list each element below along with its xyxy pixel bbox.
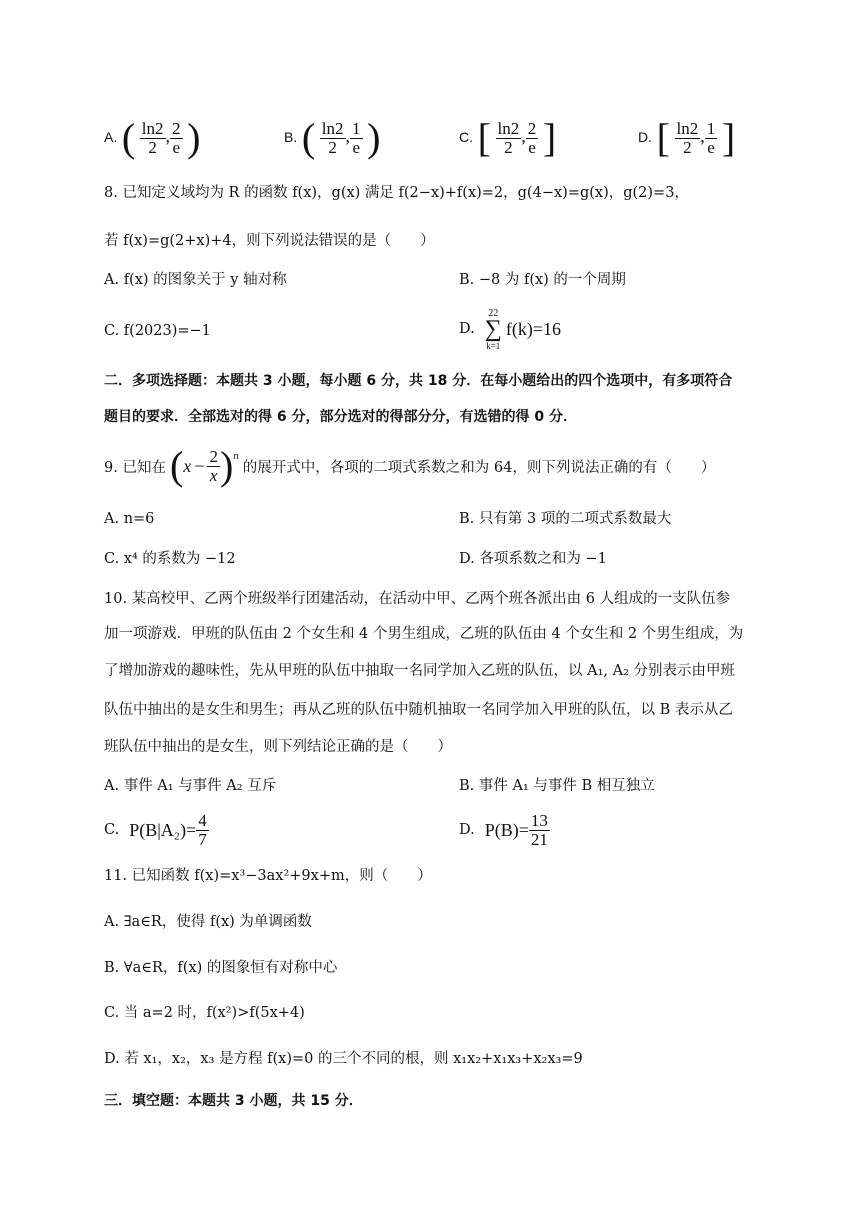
q8-option-c: C. f(2023)=−1 bbox=[104, 323, 211, 339]
open-bracket: ( bbox=[301, 115, 316, 160]
fraction bbox=[196, 812, 209, 849]
numerator: 2 bbox=[209, 446, 218, 466]
open-bracket: [ bbox=[656, 115, 670, 160]
q10-line-3: 了增加游戏的趣味性，先从甲班的队伍中抽取一名同学加入乙班的队伍，以 A₁, A₂ 分别表示由甲班 bbox=[104, 663, 736, 679]
q11-option-d: D. 若 x₁，x₂，x₃ 是方程 f(x)=0 的三个不同的根，则 x₁x₂+x₁x₃+x₂x₃=9 bbox=[104, 1051, 583, 1067]
numerator: ln2 bbox=[141, 118, 164, 138]
denominator: 2 bbox=[148, 137, 157, 157]
section-2-heading-line-1: 二．多项选择题：本题共 3 小题，每小题 6 分，共 18 分．在每小题给出的四个选项中，有多项符合 bbox=[104, 373, 733, 389]
denominator: e bbox=[352, 137, 361, 157]
q10-option-d bbox=[459, 812, 550, 849]
q9-option-d: D. 各项系数之和为 −1 bbox=[459, 551, 607, 567]
fraction bbox=[675, 120, 701, 157]
q8-line-1: 8. 已知定义域均为 R 的函数 f(x)，g(x) 满足 f(2−x)+f(x)=2，g(4−x)=g(x)，g(2)=3， bbox=[104, 185, 689, 201]
open-paren: ( bbox=[169, 443, 184, 488]
close-bracket: ] bbox=[721, 115, 736, 160]
comma: , bbox=[165, 126, 171, 146]
numerator: 1 bbox=[706, 118, 716, 138]
q10-line-4: 队伍中抽出的是女生和男生；再从乙班的队伍中随机抽取一名同学加入甲班的队伍，以 B 表示从乙 bbox=[104, 702, 733, 718]
numerator: 13 bbox=[530, 811, 548, 830]
denominator: 2 bbox=[328, 137, 337, 157]
q8-line-2: 若 f(x)=g(2+x)+4，则下列说法错误的是（ ） bbox=[104, 233, 435, 249]
q7-option-d bbox=[638, 115, 736, 160]
numerator: 4 bbox=[198, 811, 207, 830]
variable-x: x bbox=[183, 455, 192, 476]
denominator: e bbox=[172, 137, 181, 157]
fraction bbox=[140, 120, 166, 157]
q10-line-1: 10. 某高校甲、乙两个班级举行团建活动，在活动中甲、乙两个班各派出由 6 人组成的一支队伍参 bbox=[104, 591, 731, 607]
denominator: 2 bbox=[683, 137, 692, 157]
q11-option-a: A. ∃a∈R，使得 f(x) 为单调函数 bbox=[104, 914, 312, 930]
denominator: e bbox=[528, 137, 536, 157]
option-label: C. bbox=[104, 822, 120, 839]
comma: , bbox=[521, 126, 526, 146]
option-label: C. bbox=[459, 129, 473, 145]
section-2-heading-line-2: 题目的要求．全部选对的得 6 分，部分选对的得部分分，有选错的得 0 分． bbox=[104, 409, 577, 425]
fraction bbox=[705, 120, 718, 157]
denominator: 21 bbox=[530, 829, 548, 849]
denominator: 2 bbox=[504, 137, 513, 157]
exponent-n: n bbox=[233, 450, 239, 462]
numerator: ln2 bbox=[676, 118, 699, 138]
q11-option-b: B. ∀a∈R，f(x) 的图象恒有对称中心 bbox=[104, 960, 338, 976]
numerator: 2 bbox=[172, 118, 181, 138]
option-label: D. bbox=[459, 822, 475, 839]
sum-upper-limit: 22 bbox=[488, 308, 499, 319]
q11-stem: 11. 已知函数 f(x)=x³−3ax²+9x+m，则（ ） bbox=[104, 868, 432, 884]
q7-option-c bbox=[459, 115, 557, 160]
comma: , bbox=[700, 126, 705, 146]
q8-option-b: B. −8 为 f(x) 的一个周期 bbox=[459, 272, 626, 288]
denominator: e bbox=[707, 137, 715, 157]
close-paren: ) bbox=[219, 443, 234, 488]
close-bracket: ) bbox=[367, 115, 381, 160]
fraction bbox=[170, 120, 183, 157]
fraction bbox=[207, 448, 220, 485]
q9-option-c: C. x⁴ 的系数为 −12 bbox=[104, 551, 236, 567]
q7-option-b bbox=[284, 115, 381, 160]
q10-option-b: B. 事件 A₁ 与事件 B 相互独立 bbox=[459, 778, 655, 794]
fraction bbox=[320, 120, 346, 157]
fraction bbox=[526, 120, 539, 157]
q10-option-a: A. 事件 A₁ 与事件 A₂ 互斥 bbox=[104, 778, 277, 794]
open-bracket: [ bbox=[477, 115, 491, 160]
fraction bbox=[350, 120, 363, 157]
q10-line-2: 加一项游戏．甲班的队伍由 2 个女生和 4 个男生组成，乙班的队伍由 4 个女生和 2 个男生组成，为 bbox=[104, 626, 744, 642]
q9-option-b: B. 只有第 3 项的二项式系数最大 bbox=[459, 511, 672, 527]
sum-lower-limit: k=1 bbox=[486, 340, 501, 351]
q9-option-a: A. n=6 bbox=[104, 511, 155, 527]
minus-sign: − bbox=[194, 455, 205, 476]
probability-expression: P(B)= bbox=[484, 819, 529, 840]
q9-stem bbox=[104, 443, 716, 488]
option-label: D. bbox=[459, 321, 475, 338]
q10-line-5: 班队伍中抽出的是女生，则下列结论正确的是（ ） bbox=[104, 739, 452, 755]
denominator: x bbox=[209, 465, 218, 485]
numerator: 1 bbox=[352, 118, 361, 138]
q8-option-d bbox=[459, 308, 561, 351]
close-bracket: ) bbox=[187, 115, 201, 160]
q7-option-a bbox=[104, 115, 201, 160]
fraction bbox=[529, 812, 550, 849]
comma: , bbox=[345, 126, 351, 146]
q9-suffix: 的展开式中，各项的二项式系数之和为 64，则下列说法正确的有（ ） bbox=[242, 459, 716, 476]
q11-option-c: C. 当 a=2 时，f(x²)>f(5x+4) bbox=[104, 1005, 305, 1021]
option-label: B. bbox=[284, 129, 298, 145]
open-bracket: ( bbox=[121, 115, 136, 160]
q8-option-a: A. f(x) 的图象关于 y 轴对称 bbox=[104, 272, 287, 288]
numerator: ln2 bbox=[321, 118, 344, 138]
q10-option-c bbox=[104, 812, 209, 849]
q9-prefix: 9. 已知在 bbox=[104, 459, 166, 476]
option-label: D. bbox=[638, 129, 652, 145]
sigma-symbol: ∑ bbox=[484, 316, 502, 342]
close-bracket: ] bbox=[542, 115, 557, 160]
option-label: A. bbox=[104, 129, 118, 145]
numerator: ln2 bbox=[497, 118, 520, 138]
sum-expression: f(k)=16 bbox=[505, 318, 561, 339]
summation bbox=[485, 308, 502, 351]
section-3-heading: 三．填空题：本题共 3 小题，共 15 分． bbox=[104, 1093, 363, 1109]
denominator: 7 bbox=[198, 829, 207, 849]
probability-expression: P(B|A₂)= bbox=[129, 819, 197, 840]
fraction bbox=[496, 120, 522, 157]
numerator: 2 bbox=[527, 118, 537, 138]
